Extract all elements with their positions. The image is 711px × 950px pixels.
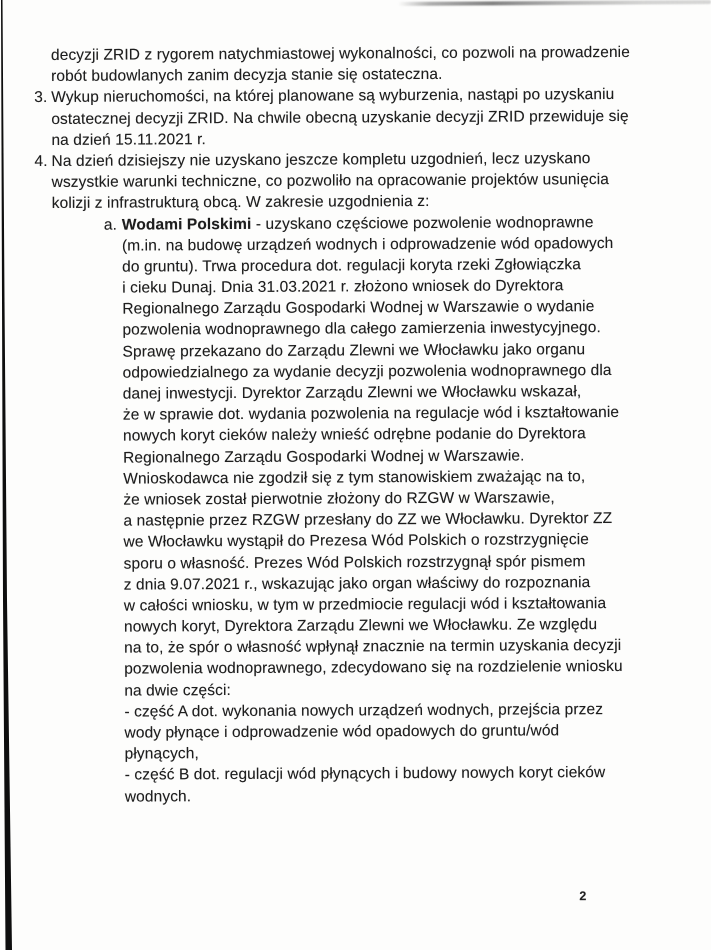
text-line: - część B dot. regulacji wód płynących i budowy nowych koryt cieków: [124, 764, 606, 784]
text-line: nowych koryt, Dyrektora Zarządu Zlewni we Włocławku. Ze względu: [123, 616, 598, 636]
page-number: 2: [579, 889, 587, 904]
text-line: na to, że spór o własność wpłynął znacznie na termin uzyskania decyzji: [124, 637, 622, 657]
sub-item-lead-bold: Wodami Polskimi: [121, 215, 252, 234]
text-line: kolizji z infrastrukturą obcą. W zakresie uzgodnienia z:: [51, 193, 430, 213]
text-line: odpowiedzialnego za wydanie decyzji pozwolenia wodnoprawnego dla: [122, 361, 612, 382]
text-line: robót budowlanych zanim decyzja stanie się ostateczna.: [51, 66, 443, 86]
text-line: do gruntu). Trwa procedura dot. regulacji koryta rzeki Zgłowiączka: [122, 256, 582, 276]
sub-item-lead-line: [122, 211, 711, 235]
text-line: że w sprawie dot. wydania pozwolenia na regulacje wód i kształtowanie: [122, 404, 620, 424]
numbered-item-3: [34, 84, 711, 151]
sub-item-lead-rest: - uzyskano częściowe pozwolenie wodnoprawne: [251, 213, 594, 233]
text-line: sporu o własność. Prezes Wód Polskich rozstrzygnął spór pismem: [123, 552, 586, 573]
text-line: Regionalnego Zarządu Gospodarki Wodnej w Warszawie.: [123, 447, 525, 467]
sub-item-a: [103, 211, 711, 807]
text-line: we Włocławku wystąpił do Prezesa Wód Polskich o rozstrzygnięcie: [123, 531, 590, 551]
text-line: Na dzień dzisiejszy nie uzyskano jeszcze kompletu uzgodnień, lecz uzyskano: [51, 150, 591, 170]
item-text: [51, 147, 711, 214]
text-line: w całości wniosku, w tym w przedmiocie regulacji wód i kształtowania: [123, 594, 607, 615]
numbered-item-4: [34, 147, 711, 214]
text-line: płynących,: [124, 745, 199, 763]
text-line: nowych koryt cieków należy wnieść odrębne podanie do Dyrektora: [122, 425, 586, 445]
text-line: decyzji ZRID z rygorem natychmiastowej wykonalności, co pozwoli na prowadzenie: [50, 43, 630, 64]
text-line: pozwolenia wodnoprawnego, zdecydowano się na rozdzielenie wniosku: [124, 658, 623, 679]
paragraph-continuation: [51, 41, 711, 87]
text-line: wody płynące i odprowadzenie wód opadowych do gruntu/wód: [124, 722, 560, 742]
text-line: i cieku Dunaj. Dnia 31.03.2021 r. złożono wniosek do Dyrektora: [122, 277, 564, 297]
text-line: (m.in. na budowę urządzeń wodnych i odprowadzenie wód opadowych: [121, 234, 614, 255]
text-line: wszystkie warunki techniczne, co pozwoliło na opracowanie projektów usunięcia: [51, 171, 610, 192]
item-marker: a.: [103, 216, 118, 234]
text-line: pozwolenia wodnoprawnego dla całego zamierzenia inwestycyjnego.: [122, 319, 601, 340]
text-line: Wnioskodawca nie zgodził się z tym stanowiskiem zważając na to,: [123, 467, 586, 488]
item-text: [51, 84, 711, 151]
text-line: Regionalnego Zarządu Gospodarki Wodnej w Warszawie o wydanie: [122, 298, 595, 318]
text-line: - część A dot. wykonania nowych urządzeń wodnych, przejścia przez: [124, 700, 604, 721]
text-line: na dwie części:: [124, 681, 231, 700]
text-line: na dzień 15.11.2021 r.: [51, 130, 206, 149]
text-line: wodnych.: [124, 787, 192, 806]
text-line: Wykup nieruchomości, na której planowane są wyburzenia, nastąpi po uzyskaniu: [51, 86, 615, 107]
item-marker: 4.: [34, 152, 48, 170]
text-line: z dnia 9.07.2021 r., wskazując jako organ właściwy do rozpoznania: [123, 573, 591, 594]
text-line: danej inwestycji. Dyrektor Zarządu Zlewni we Włocławku wskazał,: [122, 383, 582, 403]
text-line: że wniosek został pierwotnie złożony do RZGW w Warszawie,: [123, 489, 555, 509]
sub-item-body: [122, 232, 711, 807]
item-text: [122, 211, 711, 807]
item-marker: 3.: [34, 89, 48, 107]
text-line: ostatecznej decyzji ZRID. Na chwile obecną uzyskanie decyzji ZRID przewiduje się: [51, 107, 629, 128]
text-line: a następnie przez RZGW przesłany do ZZ we Włocławku. Dyrektor ZZ: [123, 510, 613, 530]
text-line: Sprawę przekazano do Zarządu Zlewni we Włocławku jako organu: [122, 340, 586, 361]
